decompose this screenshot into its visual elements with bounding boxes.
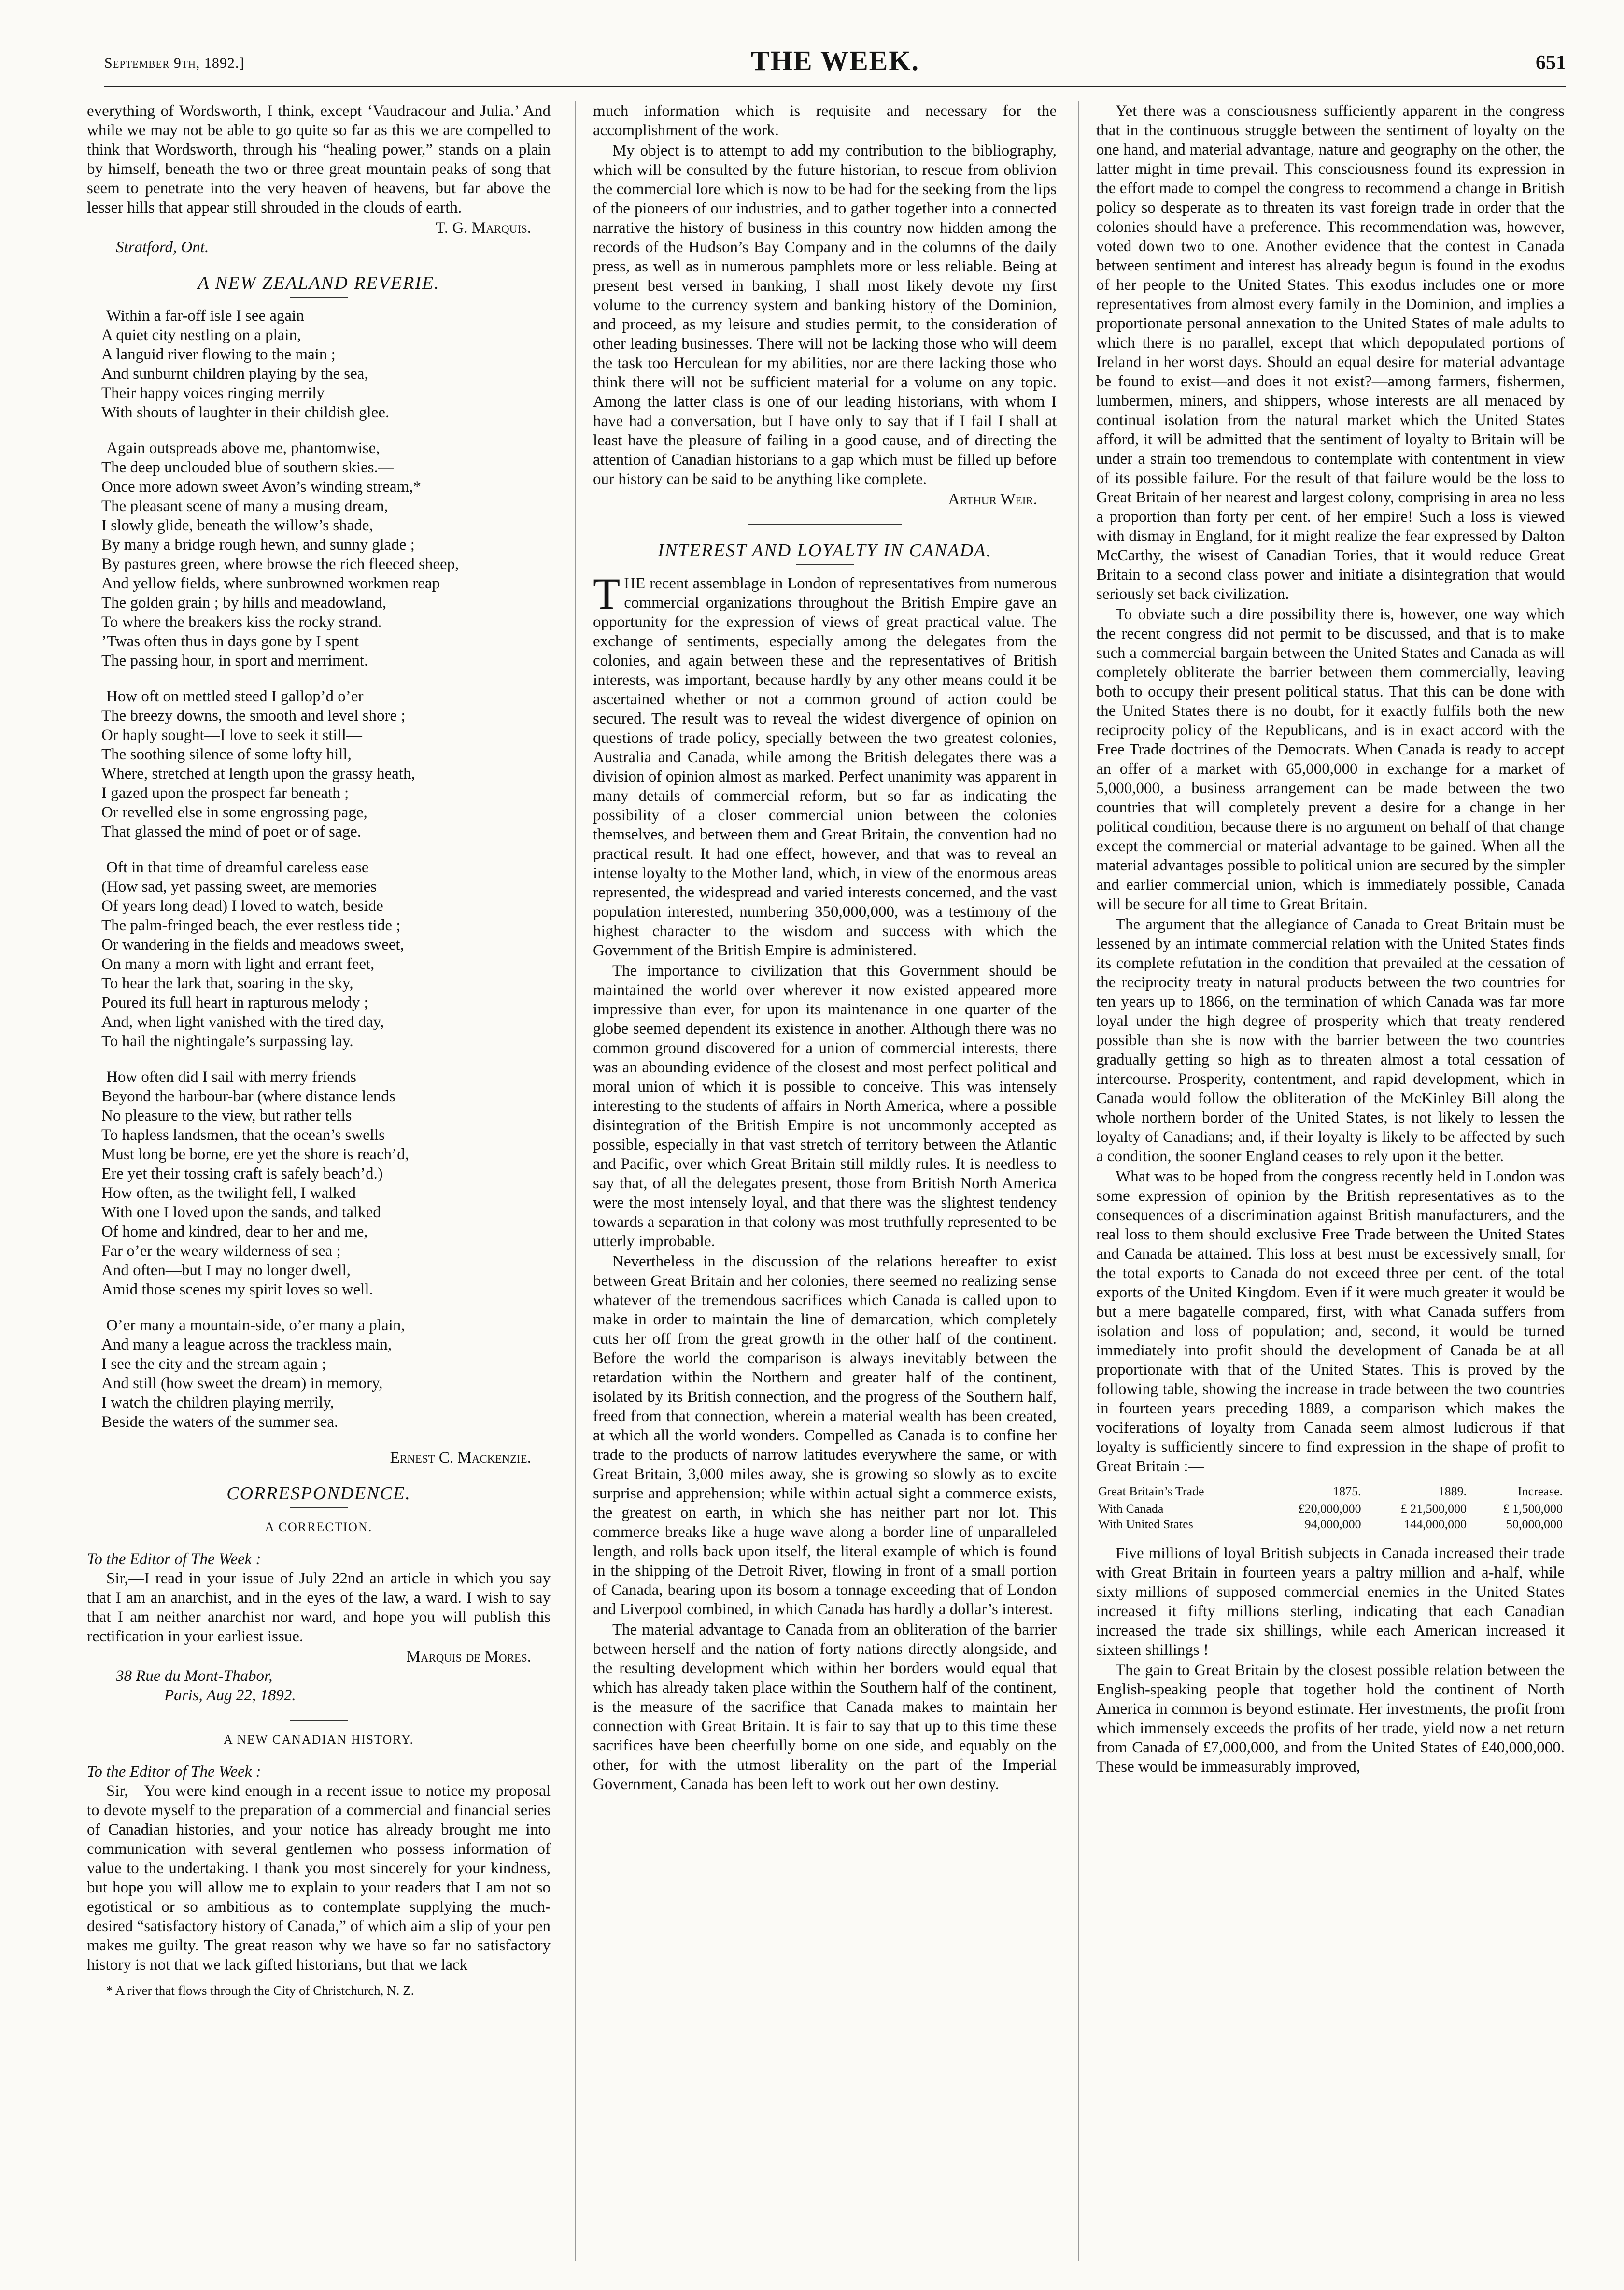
poem-line: On many a morn with light and errant feet, [101, 955, 375, 973]
table-header-cell: Increase. [1517, 1484, 1563, 1498]
title-rule [290, 1507, 348, 1508]
poem-line: How often did I sail with merry friends [106, 1068, 356, 1086]
poem-line: And often—but I may no longer dwell, [101, 1262, 351, 1279]
poem-line: With one I loved upon the sands, and talked [101, 1204, 381, 1221]
table-cell: 144,000,000 [1404, 1517, 1467, 1531]
poem-line: Again outspreads above me, phantomwise, [106, 440, 380, 457]
poem-line: How oft on mettled steed I gallop’d o’er [106, 688, 364, 705]
section-title: CORRESPONDENCE. [226, 1483, 411, 1504]
poem-line: A quiet city nestling on a plain, [101, 327, 301, 344]
letter-signature: Marquis de Mores. [406, 1648, 531, 1665]
poem-line: Or haply sought—I love to seek it still— [101, 726, 362, 744]
table-row [1096, 1501, 1565, 1517]
poem-line: Of home and kindred, dear to her and me, [101, 1223, 368, 1240]
poem-line: The pleasant scene of many a musing dream, [101, 498, 388, 515]
poem-line: No pleasure to the view, but rather tells [101, 1107, 352, 1124]
poem-line: The soothing silence of some lofty hill, [101, 746, 352, 763]
poem-line: And yellow fields, where sunbrowned workmen reap [101, 575, 440, 592]
article-paragraph: The argument that the allegiance of Canada to Great Britain must be lessened by an intimate commercial relation with the United States finds its complete refutation in the condition that prevailed at the cessation of the reciprocity treaty in natural products between the two countries for ten years up to 1866, on the termination of which Canada was far more loyal under the high degree of prosperity which that treaty rendered possible than she is now with the barrier between the two countries gradually getting so high as to threaten almost a total cessation of intercourse. Prosperity, contentment, and rapid development, which in Canada would follow the obliteration of the McKinley Bill along the whole northern border of the United States, is not likely to lessen the loyalty of Canadians; and, if their loyalty is likely to be affected by such a condition, the sooner England ceases to rely upon it the better. [1096, 916, 1565, 1165]
article-title: INTEREST AND LOYALTY IN CANADA. [658, 540, 992, 561]
poem-line: The deep unclouded blue of southern skies.— [101, 459, 394, 476]
poem-line: O’er many a mountain-side, o’er many a plain, [106, 1317, 405, 1334]
poem-line: The passing hour, in sport and merriment. [101, 652, 368, 669]
divider [290, 1720, 348, 1721]
trade-table [1096, 1484, 1565, 1532]
article-paragraph: THE recent assemblage in London of representatives from numerous commercial organizations throughout the British Empire gave an opportunity for the expression of views of great practical value. The exchange of sentiments, especially among the delegates from the colonies, and again between these and the representatives of British interests, was important, because hardly by any other means could it be ascertained whether or not a common ground of action could be secured. The result was to reveal the widest divergence of opinion on questions of trade policy, specially between the two greatest colonies, Australia and Canada, while among the British delegates there was a division of opinion almost as marked. Perfect unanimity was apparent in many details of commercial reform, but so far as indicating the possibility of a closer commercial union between the colonies themselves, and between them and Great Britain, the convention had no practical result. It had one effect, however, and that was to reveal an intense loyalty to the Mother land, which, in view of the enormous areas represented, the widespread and varied interests concerned, and the vast population interested, numbering 350,000,000, was a testimony of the highest character to the wisdom and success with which the Government of the British Empire is administered. [593, 569, 1057, 959]
letter-paragraph: My object is to attempt to add my contribution to the bibliography, which will be consulted by the future historian, to rescue from oblivion the commercial lore which is now to be had for the seeking from the lips of the pioneers of our industries, and to gather together into a connected narrative the history of business in this country now hidden among the records of the Hudson’s Bay Company and in the columns of the daily press, as well as in numerous pamphlets more or less reliable. Being at present best versed in banking, I shall most likely devote my first volume to the currency system and banking history of the Dominion, and proceed, as my leisure and studies permit, to the consideration of other leading businesses. There will not be lacking those who will deem the task too Herculean for my abilities, nor are there lacking those who think there will not be sufficient material for a volume on any topic. Among the latter class is one of our leading historians, with whom I have had a conversation, but I have only to say that if I fail I shall at least have the pleasure of failing in a good cause, and of directing the attention of Canadian historians to a gap which must be filled up before our history can be said to be anything like complete. [593, 142, 1057, 488]
poem-line: Beyond the harbour-bar (where distance lends [101, 1088, 395, 1105]
publication-title: THE WEEK. [751, 45, 919, 76]
letter-heading: A CORRECTION. [265, 1520, 373, 1534]
article-continuation: everything of Wordsworth, I think, except ‘Vaudracour and Julia.’ And while we may not be able to go quite so far as this we are compelled to think that Wordsworth, through his “healing power,” stands on a plain by himself, beneath the two or three great mountain peaks of song that seem to penetrate into the very heaven of heavens, but far above the lesser hills that appear still shrouded in the clouds of earth. [87, 102, 551, 216]
article-paragraph: To obviate such a dire possibility there is, however, one way which the recent congress did not permit to be discussed, and that is to make such a commercial bargain between the United States and Canada as will completely obliterate the barrier between them commercially, leaving both to occupy their present political status. That this can be done with the United States there is no doubt, for it exactly fulfils both the new reciprocity policy of the Republicans, and is in exact accord with the Free Trade doctrines of the Democrats. When Canada is ready to accept an offer of a market with 65,000,000 in exchange for a market of 5,000,000, a business arrangement can be made between the two countries that will completely prevent a desire for a change in her political condition, because there is no argument on behalf of that change except the commercial or material advantage to be gained. When all the material advantages possible to political union are secured by the simpler and earlier commercial union, which is immediately possible, Canada will be secure for all time to Great Britain. [1096, 606, 1565, 913]
poem-line: Poured its full heart in rapturous melody ; [101, 994, 368, 1011]
letter-salutation: To the Editor of The Week : [87, 1763, 261, 1780]
letter-signature: Arthur Weir. [948, 491, 1037, 508]
letter-date: Paris, Aug 22, 1892. [164, 1687, 296, 1704]
table-cell: £ 21,500,000 [1400, 1502, 1467, 1516]
poem-line: A languid river flowing to the main ; [101, 346, 336, 363]
dateline: Stratford, Ont. [116, 239, 209, 256]
poem-line: Amid those scenes my spirit loves so well. [101, 1281, 373, 1298]
signature: T. G. Marquis. [436, 219, 531, 237]
poem-line: To hear the lark that, soaring in the sky, [101, 975, 353, 992]
table-cell: With Canada [1098, 1502, 1164, 1516]
poem-line: The breezy downs, the smooth and level shore ; [101, 707, 406, 725]
table-header-cell: 1889. [1438, 1484, 1467, 1498]
article-paragraph: The importance to civilization that this Government should be maintained the world over wherever it now existed appeared more impressive than ever, for upon its maintenance in one quarter of the globe seemed dependent its existence in another. Although there was no common ground discovered for a union of commercial interests, there was an abounding evidence of the closest and most perfect political and moral union of which it is possible to conceive. This was intensely interesting to the students of affairs in North America, where a possible disintegration of the British Empire is not uncommonly accepted as possible, especially in that vast stretch of territory between the Atlantic and Pacific, over which Great Britain still mildly rules. It is needless to say that, of all the delegates present, those from British North America were the most intensely loyal, and that there was the slightest tendency towards a separation in that colony was most truthfully represented to be utterly improbable. [593, 962, 1057, 1250]
poem-line: Or wandering in the fields and meadows sweet, [101, 936, 404, 953]
poem-line: To where the breakers kiss the rocky strand. [101, 613, 382, 631]
poem-title: A NEW ZEALAND REVERIE. [198, 273, 440, 293]
divider [748, 524, 902, 525]
poem-line: (How sad, yet passing sweet, are memories [101, 878, 377, 896]
poem-line: That glassed the mind of poet or of sage. [101, 823, 361, 840]
poem-stanza [87, 1067, 551, 1299]
footnote: * A river that flows through the City of Christchurch, N. Z. [106, 1983, 414, 1998]
table-cell: 50,000,000 [1506, 1517, 1563, 1531]
table-row [1096, 1517, 1565, 1532]
poem-line: I see the city and the stream again ; [101, 1355, 326, 1373]
table-header-row [1096, 1484, 1565, 1501]
poem-line: Once more adown sweet Avon’s winding stream,* [101, 478, 421, 496]
poem-line: And sunburnt children playing by the sea, [101, 365, 368, 383]
poem-line: Oft in that time of dreamful careless ease [106, 859, 369, 876]
letter-body: Sir,—I read in your issue of July 22nd an article in which you say that I am an anarchist, and in the eyes of the law, a ward. I wish to say that I am neither anarchist nor ward, and hope you will publish this rectification in your earliest issue. [87, 1570, 551, 1645]
poem-line: Or revelled else in some engrossing page, [101, 804, 367, 821]
poem-stanza [87, 687, 551, 841]
poem-line: Far o’er the weary wilderness of sea ; [101, 1242, 341, 1260]
poem-stanza [87, 1316, 551, 1432]
article-paragraph: Five millions of loyal British subjects in Canada increased their trade with Great Britain in fourteen years a paltry million and a-half, while sixty millions of supposed commercial enemies in the United States increased it fifty millions sterling, indicating that each Canadian increased the trade six shillings, while each American increased it sixteen shillings ! [1096, 1545, 1565, 1659]
letter-body: Sir,—You were kind enough in a recent issue to notice my proposal to devote myself to the preparation of a commercial and financial series of Canadian histories, and your notice has already brought me into communication with several gentlemen who possess information of value to the undertaking. I thank you most sincerely for your kindness, but hope you will allow me to explain to your readers that I am not so egotistical or so ambitious as to contemplate supplying the much-desired “satisfactory history of Canada,” of which aim a slip of your pen makes me guilty. The great reason why we have so far no satisfactory history is not that we lack gifted historians, but that we lack [87, 1782, 551, 1974]
table-header-cell: Great Britain’s Trade [1098, 1484, 1204, 1498]
letter-heading: A NEW CANADIAN HISTORY. [223, 1733, 414, 1747]
poem-line: Where, stretched at length upon the grassy heath, [101, 765, 415, 782]
poem-line: To hail the nightingale’s surpassing lay. [101, 1033, 353, 1050]
article-paragraph: Nevertheless in the discussion of the relations hereafter to exist between Great Britain and her colonies, there seemed no realizing sense whatever of the tremendous sacrifices which Canada is called upon to make in order to maintain the line of demarcation, which completely cuts her off from the great growth in the other half of the continent. Before the world the comparison is always inevitably between the retardation within the Northern and greater half of the continent, isolated by its British connection, and the progress of the Southern half, freed from that connection, wherein a material wealth has been created, at which all the world wonders. Compelled as Canada is to confine her trade to the products of narrow latitudes everywhere the same, or with Great Britain, 3,000 miles away, she is growing so slowly as to excite surprise and apprehension; while within actual sight a commerce exists, the greatest on earth, in which she has neither part nor lot. This commerce breaks like a huge wave along a border line of unparalleled length, and rolls back upon itself, the literal example of which is found in the shipping of the Detroit River, flowing in front of a small portion of Canada, bearing upon its bosom a tonnage exceeding that of London and Liverpool combined, in which Canada has hardly a dollar’s interest. [593, 1253, 1057, 1618]
poem-line: Ere yet their tossing craft is safely beach’d.) [101, 1165, 383, 1182]
poem-line: To hapless landsmen, that the ocean’s swells [101, 1126, 385, 1144]
article-paragraph: The gain to Great Britain by the closest possible relation between the English-speaking people that together hold the continent of North America in common is beyond estimate. Her investments, the profit from which immensely exceeds the profits of her trade, yield now a net return from Canada of £7,000,000, and from the United States of £40,000,000. These would be immeasurably improved, [1096, 1662, 1565, 1776]
poem-line: By pastures green, where browse the rich fleeced sheep, [101, 555, 459, 573]
poem-line: Their happy voices ringing merrily [101, 384, 325, 402]
poem-signature: Ernest C. Mackenzie. [390, 1449, 531, 1466]
poem-line: And, when light vanished with the tired day, [101, 1013, 384, 1031]
title-rule [290, 297, 348, 298]
poem-line: ’Twas often thus in days gone by I spent [101, 633, 359, 650]
poem-line: I gazed upon the prospect far beneath ; [101, 784, 349, 802]
poem-stanza [87, 306, 551, 422]
column-1 [87, 101, 551, 2265]
drop-cap: T [593, 569, 621, 618]
poem-stanza [87, 439, 551, 670]
issue-date: September 9th, 1892.] [104, 55, 245, 71]
column-2 [593, 101, 1057, 2265]
title-rule [796, 564, 854, 565]
table-header-cell: 1875. [1333, 1484, 1361, 1498]
table-cell: 94,000,000 [1304, 1517, 1361, 1531]
table-cell: With United States [1098, 1517, 1193, 1531]
poem-line: With shouts of laughter in their childish glee. [101, 404, 390, 421]
letter-continuation: much information which is requisite and necessary for the accomplishment of the work. [593, 102, 1057, 139]
poem-line: And still (how sweet the dream) in memory, [101, 1375, 383, 1392]
header-rule [104, 86, 1566, 87]
column-divider [575, 101, 576, 2261]
column-divider [1078, 101, 1079, 2261]
poem-line: I watch the children playing merrily, [101, 1394, 334, 1411]
letter-salutation: To the Editor of The Week : [87, 1550, 261, 1568]
poem-line: How often, as the twilight fell, I walked [101, 1184, 356, 1202]
table-cell: £20,000,000 [1298, 1502, 1361, 1516]
article-paragraph: What was to be hoped from the congress recently held in London was some expression of opinion by the British representatives as to the consequences of a discrimination against British manufacturers, and the real loss to them should exclusive Free Trade between the United States and Canada be attained. This loss at best must be excessively small, for the total exports to Canada do not exceed three per cent. of the total exports of the United Kingdom. Even if it were much greater it would be but a mere bagatelle compared, first, with what Canada suffers from isolation and loss of population; and, second, it would be turned immediately into profit should the development of Canada be at all proportionate with that of the United States. This is proved by the following table, showing the increase in trade between the two countries in fourteen years preceding 1889, a comparison which makes the vociferations of loyalty from Canada seem almost ludicrous if that loyalty is sufficiently sincere to find expression in the shape of profit to Great Britain :— [1096, 1168, 1565, 1475]
column-3 [1096, 101, 1565, 2265]
article-paragraph: Yet there was a consciousness sufficiently apparent in the congress that in the continuous struggle between the sentiment of loyalty on the one hand, and material advantage, nature and geography on the other, the latter might in time prevail. This consciousness found its expression in the effort made to compel the congress to recommend a change in British policy so desperate as to threaten its vast foreign trade in order that the colonies should have a preference. This recommendation was, however, voted down two to one. Another evidence that the contest in Canada between sentiment and interest has already begun is found in the exodus of her people to the United States. This exodus includes one or more representatives from almost every family in the Dominion, and implies a proportionate personal annexation to the United States of male adults to which there is no parallel, except that which depopulated portions of Ireland in her worst days. Should an equal desire for material advantage be found to exist—and does it not exist?—among farmers, fishermen, lumbermen, miners, and shippers, whose interests are all menaced by continual isolation from the natural market which the United States afford, it will be admitted that the sentiment of loyalty to Britain will be under a strain too tremendous to contemplate with contentment in view of its possible failure. For the result of that failure would be the loss to Great Britain of her nearest and largest colony, comprising in area no less a proportion than forty per cent. of her empire! Such a loss is viewed with dismay in England, for it might realize the fear expressed by Dalton McCarthy, the wisest of Canadian Tories, that it would reduce Great Britain to a second class power and initiate a disintegration that would seriously set back civilization. [1096, 102, 1565, 603]
table-cell: £ 1,500,000 [1503, 1502, 1563, 1516]
poem-line: By many a bridge rough hewn, and sunny glade ; [101, 536, 415, 554]
poem-line: I slowly glide, beneath the willow’s shade, [101, 517, 373, 534]
masthead [104, 44, 1566, 82]
poem-stanza [87, 858, 551, 1051]
poem-line: Beside the waters of the summer sea. [101, 1413, 339, 1431]
article-paragraph: The material advantage to Canada from an obliteration of the barrier between herself and the nation of forty nations directly alongside, and the resulting development which within her borders would equal that which has already taken place within the Southern half of the continent, is the measure of the sacrifice that Canada makes to maintain her connection with Great Britain. It is fair to say that up to this time these sacrifices have been cheerfully borne on one side, and equably on the other, for with the utmost liberality on the part of the Imperial Government, Canada has been left to work out her own destiny. [593, 1621, 1057, 1793]
poem-line: Within a far-off isle I see again [106, 307, 304, 325]
poem-line: Must long be borne, ere yet the shore is reach’d, [101, 1146, 409, 1163]
poem-body [87, 306, 551, 1432]
page-number: 651 [1536, 52, 1566, 74]
poem-line: And many a league across the trackless main, [101, 1336, 392, 1353]
letter-address: 38 Rue du Mont-Thabor, [116, 1667, 273, 1685]
poem-line: The golden grain ; by hills and meadowland, [101, 594, 387, 612]
poem-line: Of years long dead) I loved to watch, beside [101, 897, 383, 915]
poem-line: The palm-fringed beach, the ever restless tide ; [101, 917, 401, 934]
